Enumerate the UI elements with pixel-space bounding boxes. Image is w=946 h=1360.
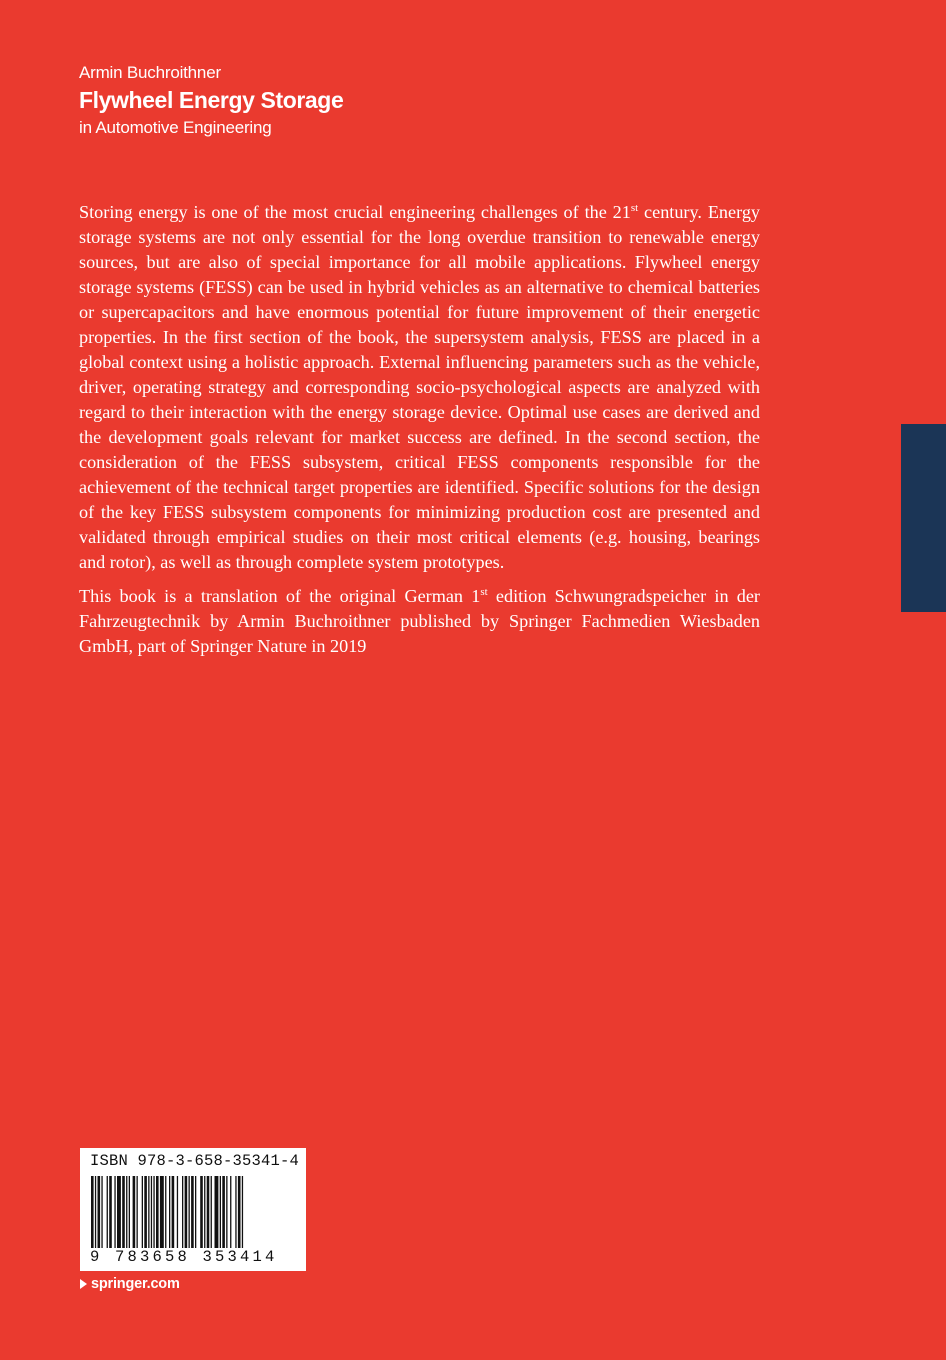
barcode-bar	[172, 1176, 175, 1248]
book-description	[79, 200, 760, 668]
barcode-bar	[185, 1176, 188, 1248]
barcode-bar	[133, 1176, 136, 1248]
barcode-bar	[129, 1176, 130, 1248]
barcode-bar	[177, 1176, 178, 1248]
barcode-bar	[238, 1176, 241, 1248]
barcode-bar	[98, 1176, 101, 1248]
barcode-bar	[204, 1176, 205, 1248]
header	[79, 62, 343, 140]
barcode-bar	[165, 1176, 166, 1248]
barcode-bar	[160, 1176, 164, 1248]
barcode-bar	[117, 1176, 121, 1248]
book-subtitle: in Automotive Engineering	[79, 118, 272, 137]
barcode-bar	[226, 1176, 227, 1248]
barcode-bar	[153, 1176, 154, 1248]
barcode-bar	[156, 1176, 159, 1248]
barcode-bar	[195, 1176, 196, 1248]
barcode-bar	[142, 1176, 143, 1248]
barcode-bar	[169, 1176, 170, 1248]
barcode-bar	[126, 1176, 127, 1248]
author-name: Armin Buchroithner	[79, 63, 221, 82]
barcode-bar	[101, 1176, 102, 1248]
barcode-bar	[200, 1176, 203, 1248]
barcode-bar	[207, 1176, 210, 1248]
barcode-bar	[189, 1176, 190, 1248]
isbn-barcode	[80, 1148, 306, 1271]
barcode-bar	[220, 1176, 221, 1248]
barcode-bar	[137, 1176, 138, 1248]
book-title: Flywheel Energy Storage	[79, 87, 344, 113]
barcode-bar	[242, 1176, 243, 1248]
barcode-bars	[90, 1176, 296, 1248]
barcode-bar	[107, 1176, 108, 1248]
publisher-website: springer.com	[91, 1276, 180, 1292]
barcode-bar	[230, 1176, 231, 1248]
barcode-bar	[182, 1176, 183, 1248]
barcode-bar	[151, 1176, 152, 1248]
barcode-bar	[222, 1176, 225, 1248]
isbn-label: ISBN 978-3-658-35341-4	[90, 1152, 300, 1170]
barcode-bar	[114, 1176, 115, 1248]
description-paragraph-1: Storing energy is one of the most crucial engineering challenges of the 21st century. Energy storage systems are not only essential for the long overdue transition to renewable energy sources, but are also of special importance for all mobile applications. Flywheel energy storage systems (FESS) can be used in hybrid vehicles as an alternative to chemical batteries or supercapacitors and have enormous potential for future improvement of their energetic properties. In the first section of the book, the supersystem analysis, FESS are placed in a global context using a holistic approach. External influencing parameters such as the vehicle, driver, operating strategy and corresponding socio-psychological aspects are analyzed with regard to their interaction with the energy storage device. Optimal use cases are derived and the development goals relevant for market success are defined. In the second section, the consideration of the FESS subsystem, critical FESS components responsible for the achievement of the technical target properties are identified. Specific solutions for the design of the key FESS subsystem components for minimizing production cost are presented and validated through empirical studies on their most critical elements (e.g. housing, bearings and rotor), as well as through complete system prototypes.	[79, 202, 761, 572]
barcode-bar	[235, 1176, 236, 1248]
barcode-bar	[211, 1176, 212, 1248]
arrow-right-icon	[80, 1279, 87, 1289]
barcode-bar	[148, 1176, 149, 1248]
barcode-digits: 9 783658 353414	[90, 1248, 278, 1266]
publisher-link[interactable]	[80, 1276, 180, 1292]
barcode-bar	[91, 1176, 94, 1248]
description-paragraph-2: This book is a translation of the original German 1st edition Schwungradspeicher in der Fahrzeugtechnik by Armin Buchroithner published by Springer Fachmedien Wiesbaden GmbH, part of Springer Nature in 2019	[79, 586, 760, 656]
spine-color-tab	[901, 424, 946, 612]
barcode-bar	[95, 1176, 96, 1248]
barcode-bar	[122, 1176, 125, 1248]
barcode-bar	[191, 1176, 194, 1248]
barcode-bar	[144, 1176, 147, 1248]
barcode-bar	[109, 1176, 112, 1248]
barcode-bar	[215, 1176, 219, 1248]
